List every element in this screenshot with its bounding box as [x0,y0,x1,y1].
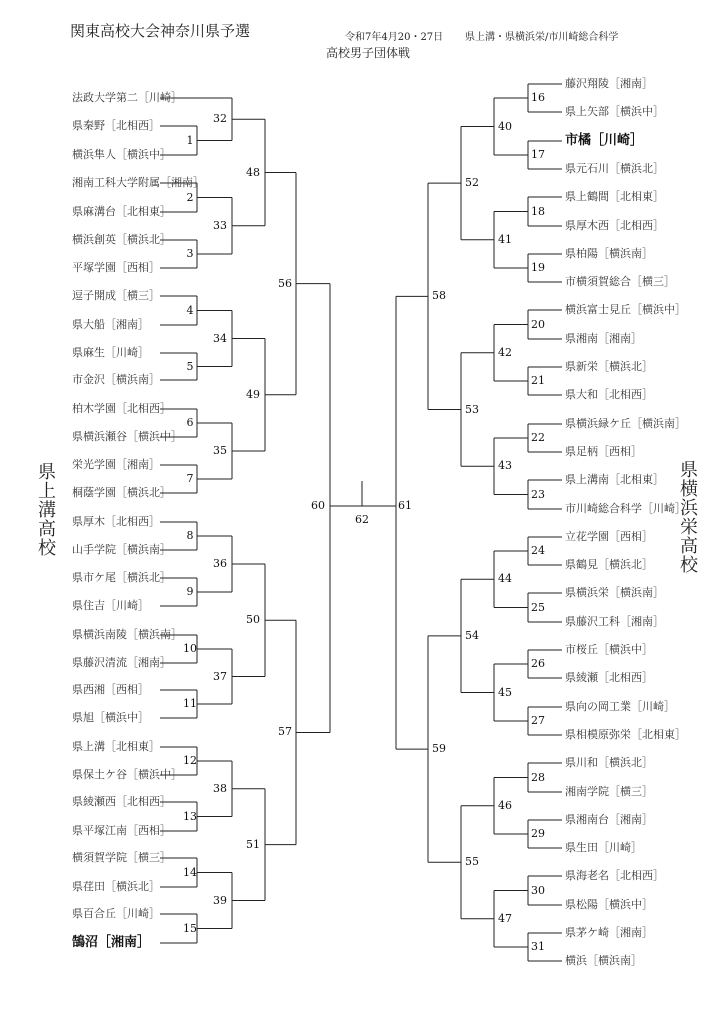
team-right: 県柏陽［横浜南］ [565,247,653,260]
match-number: 61 [398,499,412,512]
match-number: 12 [183,754,197,767]
match-number: 1 [186,133,194,147]
team-left: 湘南工科大学附属［湘南］ [72,176,204,189]
team-right: 県相模原弥栄［北相東］ [565,728,686,741]
match-number: 35 [213,444,227,457]
match-number: 18 [531,204,545,218]
match-number: 31 [531,940,545,953]
team-right: 県厚木西［北相西］ [565,219,664,232]
match-number: 56 [278,276,292,290]
match-number: 40 [498,119,512,133]
match-number: 4 [186,303,194,317]
team-right: 県向の岡工業［川崎］ [565,700,675,713]
team-right: 県松陽［横浜中］ [565,898,653,911]
match-number: 15 [183,921,197,935]
team-right: 県綾瀬［北相西］ [565,671,653,684]
match-number: 16 [531,91,545,104]
team-left: 県平塚江南［西相］ [72,824,171,837]
team-left: 県市ケ尾［横浜北］ [72,571,171,584]
team-left: 県荏田［横浜北］ [72,880,160,893]
team-left: 県住吉［川崎］ [72,599,149,612]
team-right: 県鶴見［横浜北］ [565,558,653,571]
match-number: 28 [531,770,545,784]
team-left: 横須賀学院［横三］ [72,851,171,864]
match-number: 5 [186,359,194,373]
match-number: 46 [498,798,512,812]
team-right: 県生田［川崎］ [565,841,642,854]
team-left: 県秦野［北相西］ [72,119,160,132]
match-number: 20 [531,317,545,331]
team-left: 鵠沼［湘南］ [72,935,151,950]
match-number: 41 [498,232,512,246]
team-right: 県湘南［湘南］ [565,332,642,345]
team-right: 県茅ケ崎［湘南］ [565,926,653,939]
finalist-left: 県上溝高校 [35,462,56,557]
team-right: 県足柄［西相］ [565,445,642,458]
team-left: 県藤沢清流［湘南］ [72,656,171,669]
match-number: 52 [465,176,479,190]
match-number: 57 [278,725,292,739]
team-left: 県旭［横浜中］ [72,711,149,724]
team-left: 県厚木［北相西］ [72,515,160,528]
team-right: 藤沢翔陵［湘南］ [565,77,653,90]
match-number: 11 [183,697,197,710]
match-number: 27 [531,714,545,727]
match-number: 22 [531,431,545,444]
page-subtitle: 高校男子団体戦 [326,46,411,60]
team-right: 県藤沢工科［湘南］ [565,615,664,628]
team-left: 桐蔭学園［横浜北］ [72,486,171,499]
team-right: 県横浜緑ケ丘［横浜南］ [565,417,686,430]
match-number: 17 [531,148,545,161]
match-number: 3 [186,247,194,260]
match-number: 8 [186,529,194,542]
team-left: 栄光学園［湘南］ [72,458,160,471]
team-right: 県上溝南［北相東］ [565,473,664,486]
match-number: 7 [186,472,194,485]
match-number: 53 [465,402,479,416]
team-left: 県横浜南陵［横浜南］ [72,628,182,641]
team-left: 県保土ケ谷［横浜中］ [72,768,182,781]
team-right: 県新栄［横浜北］ [565,360,653,373]
match-number: 50 [246,613,260,627]
team-right: 県湘南台［湘南］ [565,813,653,826]
match-number: 14 [183,865,197,879]
finalist-right: 県横浜栄高校 [677,460,698,574]
team-left: 平塚学園［西相］ [72,261,160,274]
match-number: 13 [183,809,197,823]
team-left: 県綾瀬西［北相西］ [72,795,171,808]
match-number: 36 [213,557,227,570]
match-number: 38 [213,781,227,795]
team-left: 県横浜瀬谷［横浜中］ [72,430,182,443]
match-number: 33 [213,218,227,232]
match-number: 48 [246,165,260,179]
match-number: 43 [498,459,512,473]
team-right: 湘南学院［横三］ [565,785,653,798]
team-right: 県海老名［北相西］ [565,869,664,882]
match-number: 62 [355,513,369,526]
team-right: 県大和［北相西］ [565,388,653,401]
match-number: 32 [213,112,227,126]
match-number: 6 [186,416,194,429]
team-left: 県大船［湘南］ [72,318,149,331]
team-right: 県上鶴間［北相東］ [565,190,664,203]
match-number: 30 [531,883,545,897]
match-number: 21 [531,374,545,387]
team-left: 県麻生［川崎］ [72,346,149,359]
match-number: 60 [311,499,325,512]
team-right: 県川和［横浜北］ [565,756,653,769]
team-right: 県元石川［横浜北］ [565,162,664,175]
match-number: 24 [531,544,545,557]
team-right: 県上矢部［横浜中］ [565,105,664,118]
team-left: 柏木学園［北相西］ [72,402,171,415]
team-left: 県百合丘［川崎］ [72,907,160,920]
match-number: 29 [531,827,545,840]
match-number: 10 [183,642,197,655]
team-left: 横浜隼人［横浜中］ [72,148,171,161]
match-number: 19 [531,261,545,274]
match-number: 54 [465,628,479,642]
match-number: 39 [213,893,227,907]
team-left: 県西湘［西相］ [72,683,149,696]
team-right: 市橘［川崎］ [565,133,644,148]
match-number: 49 [246,387,260,401]
match-number: 23 [531,487,545,501]
team-right: 横浜富士見丘［横浜中］ [565,303,686,316]
match-number: 51 [246,837,260,851]
match-number: 44 [498,572,512,586]
match-number: 37 [213,669,227,683]
team-right: 市川崎総合科学［川崎］ [565,502,686,515]
team-left: 県麻溝台［北相東］ [72,205,171,218]
match-number: 2 [186,190,194,204]
match-number: 42 [498,345,512,359]
page-title: 関東高校大会神奈川県予選 [70,22,251,40]
match-number: 25 [531,600,545,614]
match-number: 34 [213,331,227,345]
team-left: 山手学院［横浜南］ [72,543,171,556]
match-number: 55 [465,855,479,869]
team-right: 市横須賀総合［横三］ [565,275,675,288]
match-number: 45 [498,685,512,699]
event-date: 令和7年4月20・27日 [345,32,444,43]
team-left: 横浜創英［横浜北］ [72,233,171,246]
team-left: 市金沢［横浜南］ [72,373,160,386]
match-number: 58 [432,289,446,303]
team-right: 市桜丘［横浜中］ [565,643,653,656]
match-number: 59 [432,742,446,756]
team-left: 法政大学第二［川崎］ [72,91,182,104]
match-number: 47 [498,911,512,925]
match-number: 26 [531,657,545,670]
match-number: 9 [186,585,194,598]
team-right: 立花学園［西相］ [565,530,653,543]
team-left: 逗子開成［横三］ [72,289,160,302]
team-right: 県横浜栄［横浜南］ [565,586,664,599]
venue-text: 県上溝・県横浜栄/市川崎総合科学 [465,32,619,43]
team-right: 横浜［横浜南］ [565,954,642,967]
team-left: 県上溝［北相東］ [72,740,160,753]
